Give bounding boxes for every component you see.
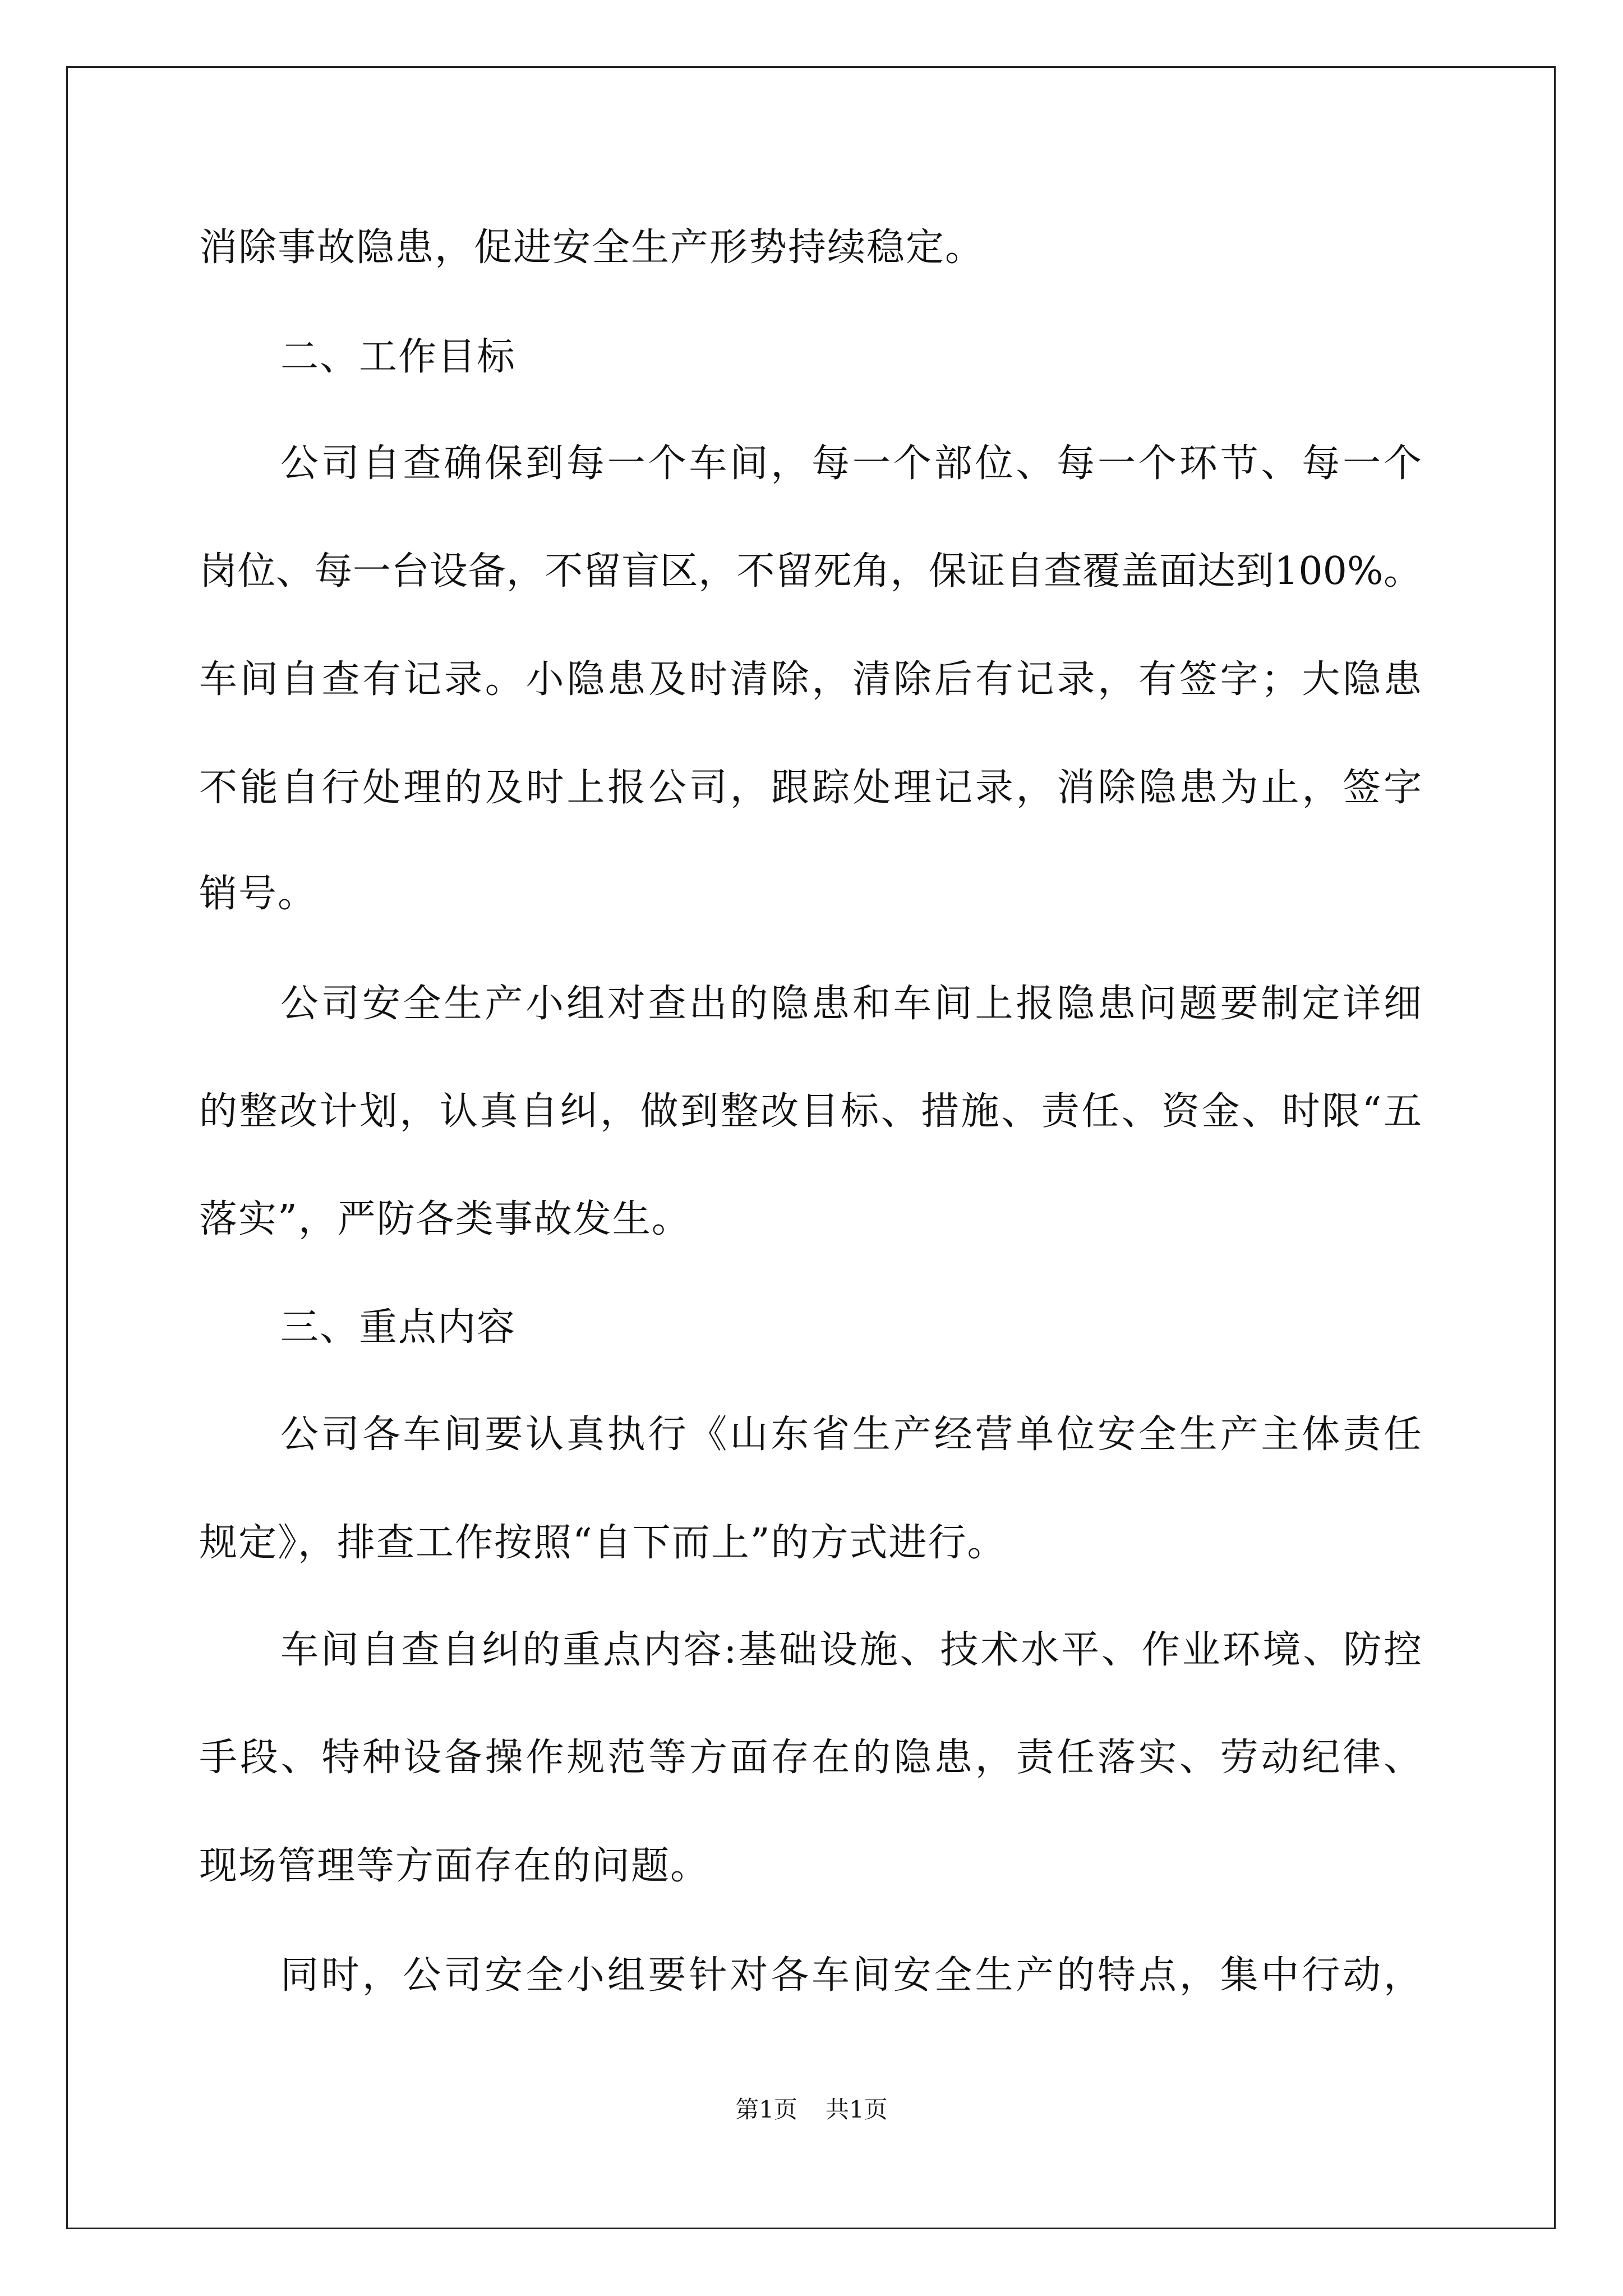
- paragraph-line: 岗位、每一台设备，不留盲区，不留死角，保证自查覆盖面达到100%。: [199, 549, 1422, 593]
- paragraph-line: 公司各车间要认真执行《山东省生产经营单位安全生产主体责任: [280, 1412, 1422, 1457]
- paragraph-line: 不能自行处理的及时上报公司，跟踪处理记录，消除隐患为止，签字: [199, 766, 1422, 810]
- page-footer: [0, 2098, 1623, 2122]
- section-heading: 二、工作目标: [280, 335, 517, 379]
- page-border: [66, 66, 1556, 2229]
- paragraph-line: 现场管理等方面存在的问题。: [199, 1844, 710, 1888]
- paragraph-line: 销号。: [199, 872, 317, 916]
- paragraph-line: 同时，公司安全小组要针对各车间安全生产的特点，集中行动，: [280, 1953, 1422, 1998]
- paragraph-line: 消除事故隐患，促进安全生产形势持续稳定。: [199, 226, 985, 270]
- paragraph-line: 车间自查有记录。小隐患及时清除，清除后有记录，有签字；大隐患: [199, 657, 1422, 702]
- section-heading: 三、重点内容: [280, 1305, 517, 1350]
- paragraph-line: 公司自查确保到每一个车间，每一个部位、每一个环节、每一个: [280, 441, 1422, 486]
- paragraph-line: 车间自查自纠的重点内容:基础设施、技术水平、作业环境、防控: [280, 1628, 1422, 1672]
- paragraph-line: 规定》，排查工作按照“自下而上”的方式进行。: [199, 1521, 1007, 1565]
- page-total: 共1页: [826, 2096, 888, 2123]
- paragraph-line: 手段、特种设备操作规范等方面存在的隐患，责任落实、劳动纪律、: [199, 1736, 1422, 1780]
- paragraph-line: 落实”，严防各类事故发生。: [199, 1197, 691, 1241]
- paragraph-line: 的整改计划，认真自纠，做到整改目标、措施、责任、资金、时限“五: [199, 1089, 1422, 1134]
- page-number: 第1页: [735, 2096, 797, 2123]
- paragraph-line: 公司安全生产小组对查出的隐患和车间上报隐患问题要制定详细: [280, 982, 1422, 1026]
